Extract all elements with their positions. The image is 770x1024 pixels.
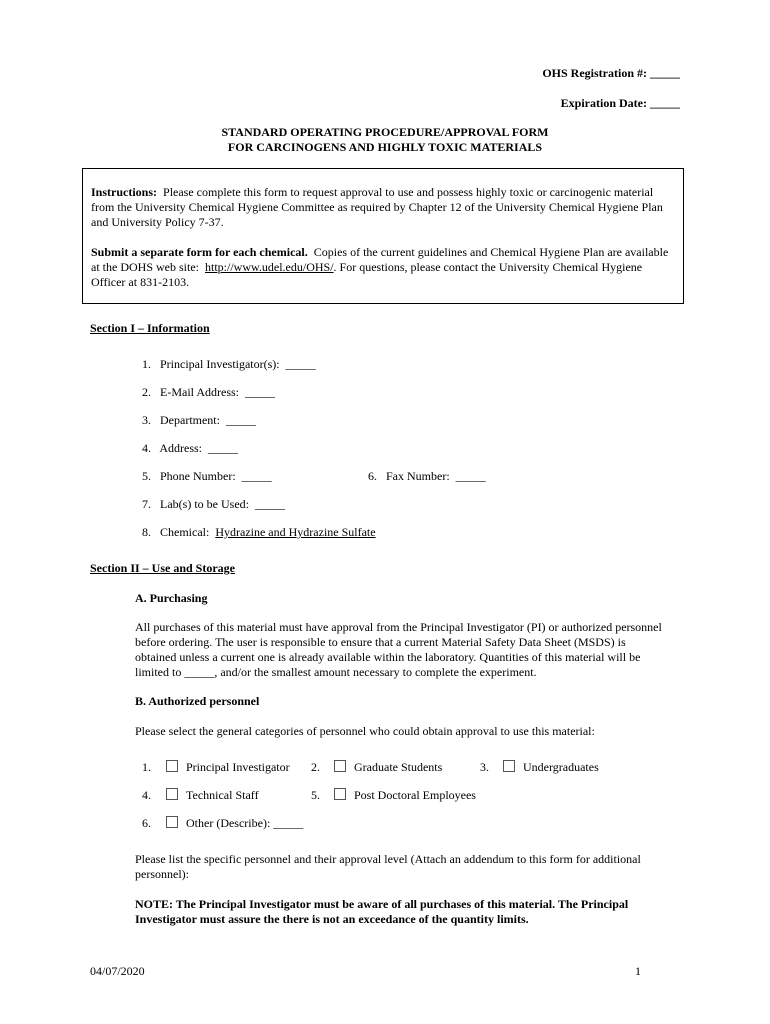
form-title-line1: STANDARD OPERATING PROCEDURE/APPROVAL FORM	[221, 125, 549, 139]
ohs-registration	[542, 66, 680, 81]
info-item-email	[142, 385, 275, 400]
item-label: Lab(s) to be Used:	[160, 497, 249, 511]
fax-field[interactable]: _____	[455, 469, 486, 483]
item-number: 2.	[142, 385, 151, 399]
submit-text: Copies of the current guidelines and Chemical Hygiene Plan are available at the DOHS web site:	[91, 245, 669, 274]
category-number: 4.	[142, 788, 151, 802]
category-label-post-doctoral: Post Doctoral Employees	[354, 788, 476, 802]
category-label-principal-investigator: Principal Investigator	[186, 760, 290, 774]
category-label-undergraduates: Undergraduates	[523, 760, 599, 774]
pi-field[interactable]: _____	[285, 357, 316, 371]
instructions-paragraph	[91, 185, 671, 230]
item-label: Department:	[160, 413, 220, 427]
submit-text-contact: . For questions, please contact the University Chemical Hygiene Officer at 831-2103.	[91, 260, 643, 289]
category-number: 3.	[480, 760, 489, 774]
item-number: 7.	[142, 497, 151, 511]
labs-field[interactable]: _____	[254, 497, 285, 511]
category-number: 2.	[311, 760, 320, 774]
ohs-registration-field[interactable]: _____	[650, 66, 680, 80]
category-number: 6.	[142, 816, 151, 830]
category-label-technical-staff: Technical Staff	[186, 788, 259, 802]
footer-date: 04/07/2020	[90, 964, 145, 978]
instructions-label: Instructions:	[91, 185, 158, 199]
item-number: 5.	[142, 469, 151, 483]
checkbox-undergraduates[interactable]	[503, 760, 515, 772]
expiration-date-label: Expiration Date:	[560, 96, 647, 110]
checkbox-principal-investigator[interactable]	[166, 760, 178, 772]
email-field[interactable]: _____	[245, 385, 275, 399]
chemical-field[interactable]: Hydrazine and Hydrazine Sulfate	[215, 525, 376, 539]
section2-title: Section II – Use and Storage	[90, 561, 236, 575]
submit-paragraph	[91, 245, 679, 290]
submit-bold-text: Submit a separate form for each chemical.	[91, 245, 308, 259]
info-item-department	[142, 413, 256, 428]
purchasing-heading: A. Purchasing	[135, 591, 208, 605]
instructions-text: Please complete this form to request approval to use and possess highly toxic or carcinogenic material from the University Chemical Hygiene Committee as required by Chapter 12 of the University Chemical Hygiene Plan and University Policy 7-37.	[91, 185, 663, 229]
section1-title: Section I – Information	[90, 321, 210, 335]
item-number: 3.	[142, 413, 151, 427]
item-label: Chemical:	[160, 525, 210, 539]
info-item-chemical	[142, 525, 376, 540]
purchasing-text: All purchases of this material must have approval from the Principal Investigator (PI) or authorized personnel before ordering. The user is responsible to ensure that a current Material Safety Data Sheet (MSDS) is obtained unless a current one is already available within the laboratory. Quantities of this material will be limited to _____, and/or the smallest amount necessary to complete the experiment.	[135, 620, 662, 679]
item-label: Principal Investigator(s):	[160, 357, 280, 371]
expiration-date	[561, 96, 680, 111]
info-item-fax	[368, 469, 486, 484]
item-number: 8.	[142, 525, 151, 539]
info-item-labs	[142, 497, 285, 512]
item-label: Phone Number:	[160, 469, 236, 483]
item-label: Address:	[159, 441, 203, 455]
category-number: 5.	[311, 788, 320, 802]
info-item-pi	[142, 357, 316, 372]
info-item-phone	[142, 469, 272, 484]
expiration-date-field[interactable]: _____	[650, 96, 680, 110]
address-field[interactable]: _____	[208, 441, 239, 455]
pi-note: NOTE: The Principal Investigator must be aware of all purchases of this material. The Principal Investigator must assure the there is not an exceedance of the quantity limits.	[135, 897, 629, 926]
item-label: E-Mail Address:	[160, 385, 239, 399]
item-number: 4.	[142, 441, 151, 455]
item-number: 1.	[142, 357, 151, 371]
info-item-address	[142, 441, 238, 456]
item-number: 6.	[368, 469, 377, 483]
category-label-graduate-students: Graduate Students	[354, 760, 443, 774]
ohs-registration-label: OHS Registration #:	[542, 66, 647, 80]
page-number: 1	[635, 964, 641, 978]
form-title-line2: FOR CARCINOGENS AND HIGHLY TOXIC MATERIALS	[227, 140, 543, 154]
instructions-box	[82, 168, 684, 304]
category-number: 1.	[142, 760, 151, 774]
checkbox-other[interactable]	[166, 816, 178, 828]
category-label-other: Other (Describe): _____	[186, 816, 304, 830]
checkbox-post-doctoral[interactable]	[334, 788, 346, 800]
dohs-website-link[interactable]: http://www.udel.edu/OHS/	[204, 260, 334, 274]
checkbox-graduate-students[interactable]	[334, 760, 346, 772]
personnel-list-text: Please list the specific personnel and their approval level (Attach an addendum to this form for additional personnel):	[135, 852, 641, 881]
phone-field[interactable]: _____	[241, 469, 272, 483]
item-label: Fax Number:	[386, 469, 450, 483]
checkbox-technical-staff[interactable]	[166, 788, 178, 800]
department-field[interactable]: _____	[225, 413, 256, 427]
authorized-personnel-heading: B. Authorized personnel	[135, 694, 260, 708]
authorized-personnel-text: Please select the general categories of personnel who could obtain approval to use this material:	[135, 724, 595, 738]
